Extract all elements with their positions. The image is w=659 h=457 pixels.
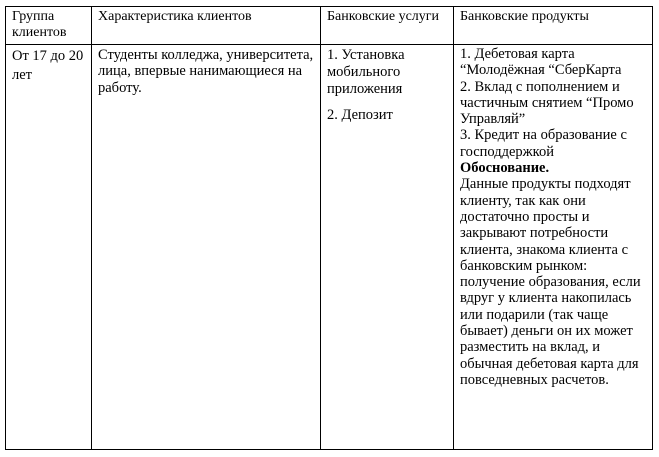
product-item: 2. Вклад с пополнением и частичным снятием “Промо Управляй” — [460, 78, 634, 128]
product-item: 1. Дебетовая карта “Молодёжная “СберКарта — [460, 46, 622, 79]
client-group-cell: От 17 до 20 лет — [6, 45, 92, 450]
table-row — [6, 45, 653, 450]
service-item: 2. Депозит — [327, 107, 393, 123]
header-bank-products: Банковские продукты — [454, 7, 653, 45]
justification-text: Данные продукты подходят клиенту, так как они достаточно просты и закрывают потребности клиента, знакома клиента с банковским рынком: получение образования, если вдруг у клиента накопилась или подарили (так чаще бывает) деньги он их может разместить на вклад, и обычная дебетовая карта для повседневных расчетов. — [460, 176, 641, 388]
bank-products-cell — [454, 45, 653, 450]
header-client-group: Группа клиентов — [6, 7, 92, 45]
services-list — [327, 47, 447, 124]
bank-services-cell — [321, 45, 454, 450]
header-row — [6, 7, 653, 45]
client-characteristics-cell: Студенты колледжа, университета, лица, впервые нанимающиеся на работу. — [92, 45, 321, 450]
client-segment-table — [5, 6, 653, 450]
header-bank-services: Банковские услуги — [321, 7, 454, 45]
service-item: 1. Установка мобильного приложения — [327, 47, 405, 97]
product-item: 3. Кредит на образование с господдержкой — [460, 127, 627, 160]
header-client-characteristics: Характеристика клиентов — [92, 7, 321, 45]
justification-title: Обоснование. — [460, 160, 550, 177]
